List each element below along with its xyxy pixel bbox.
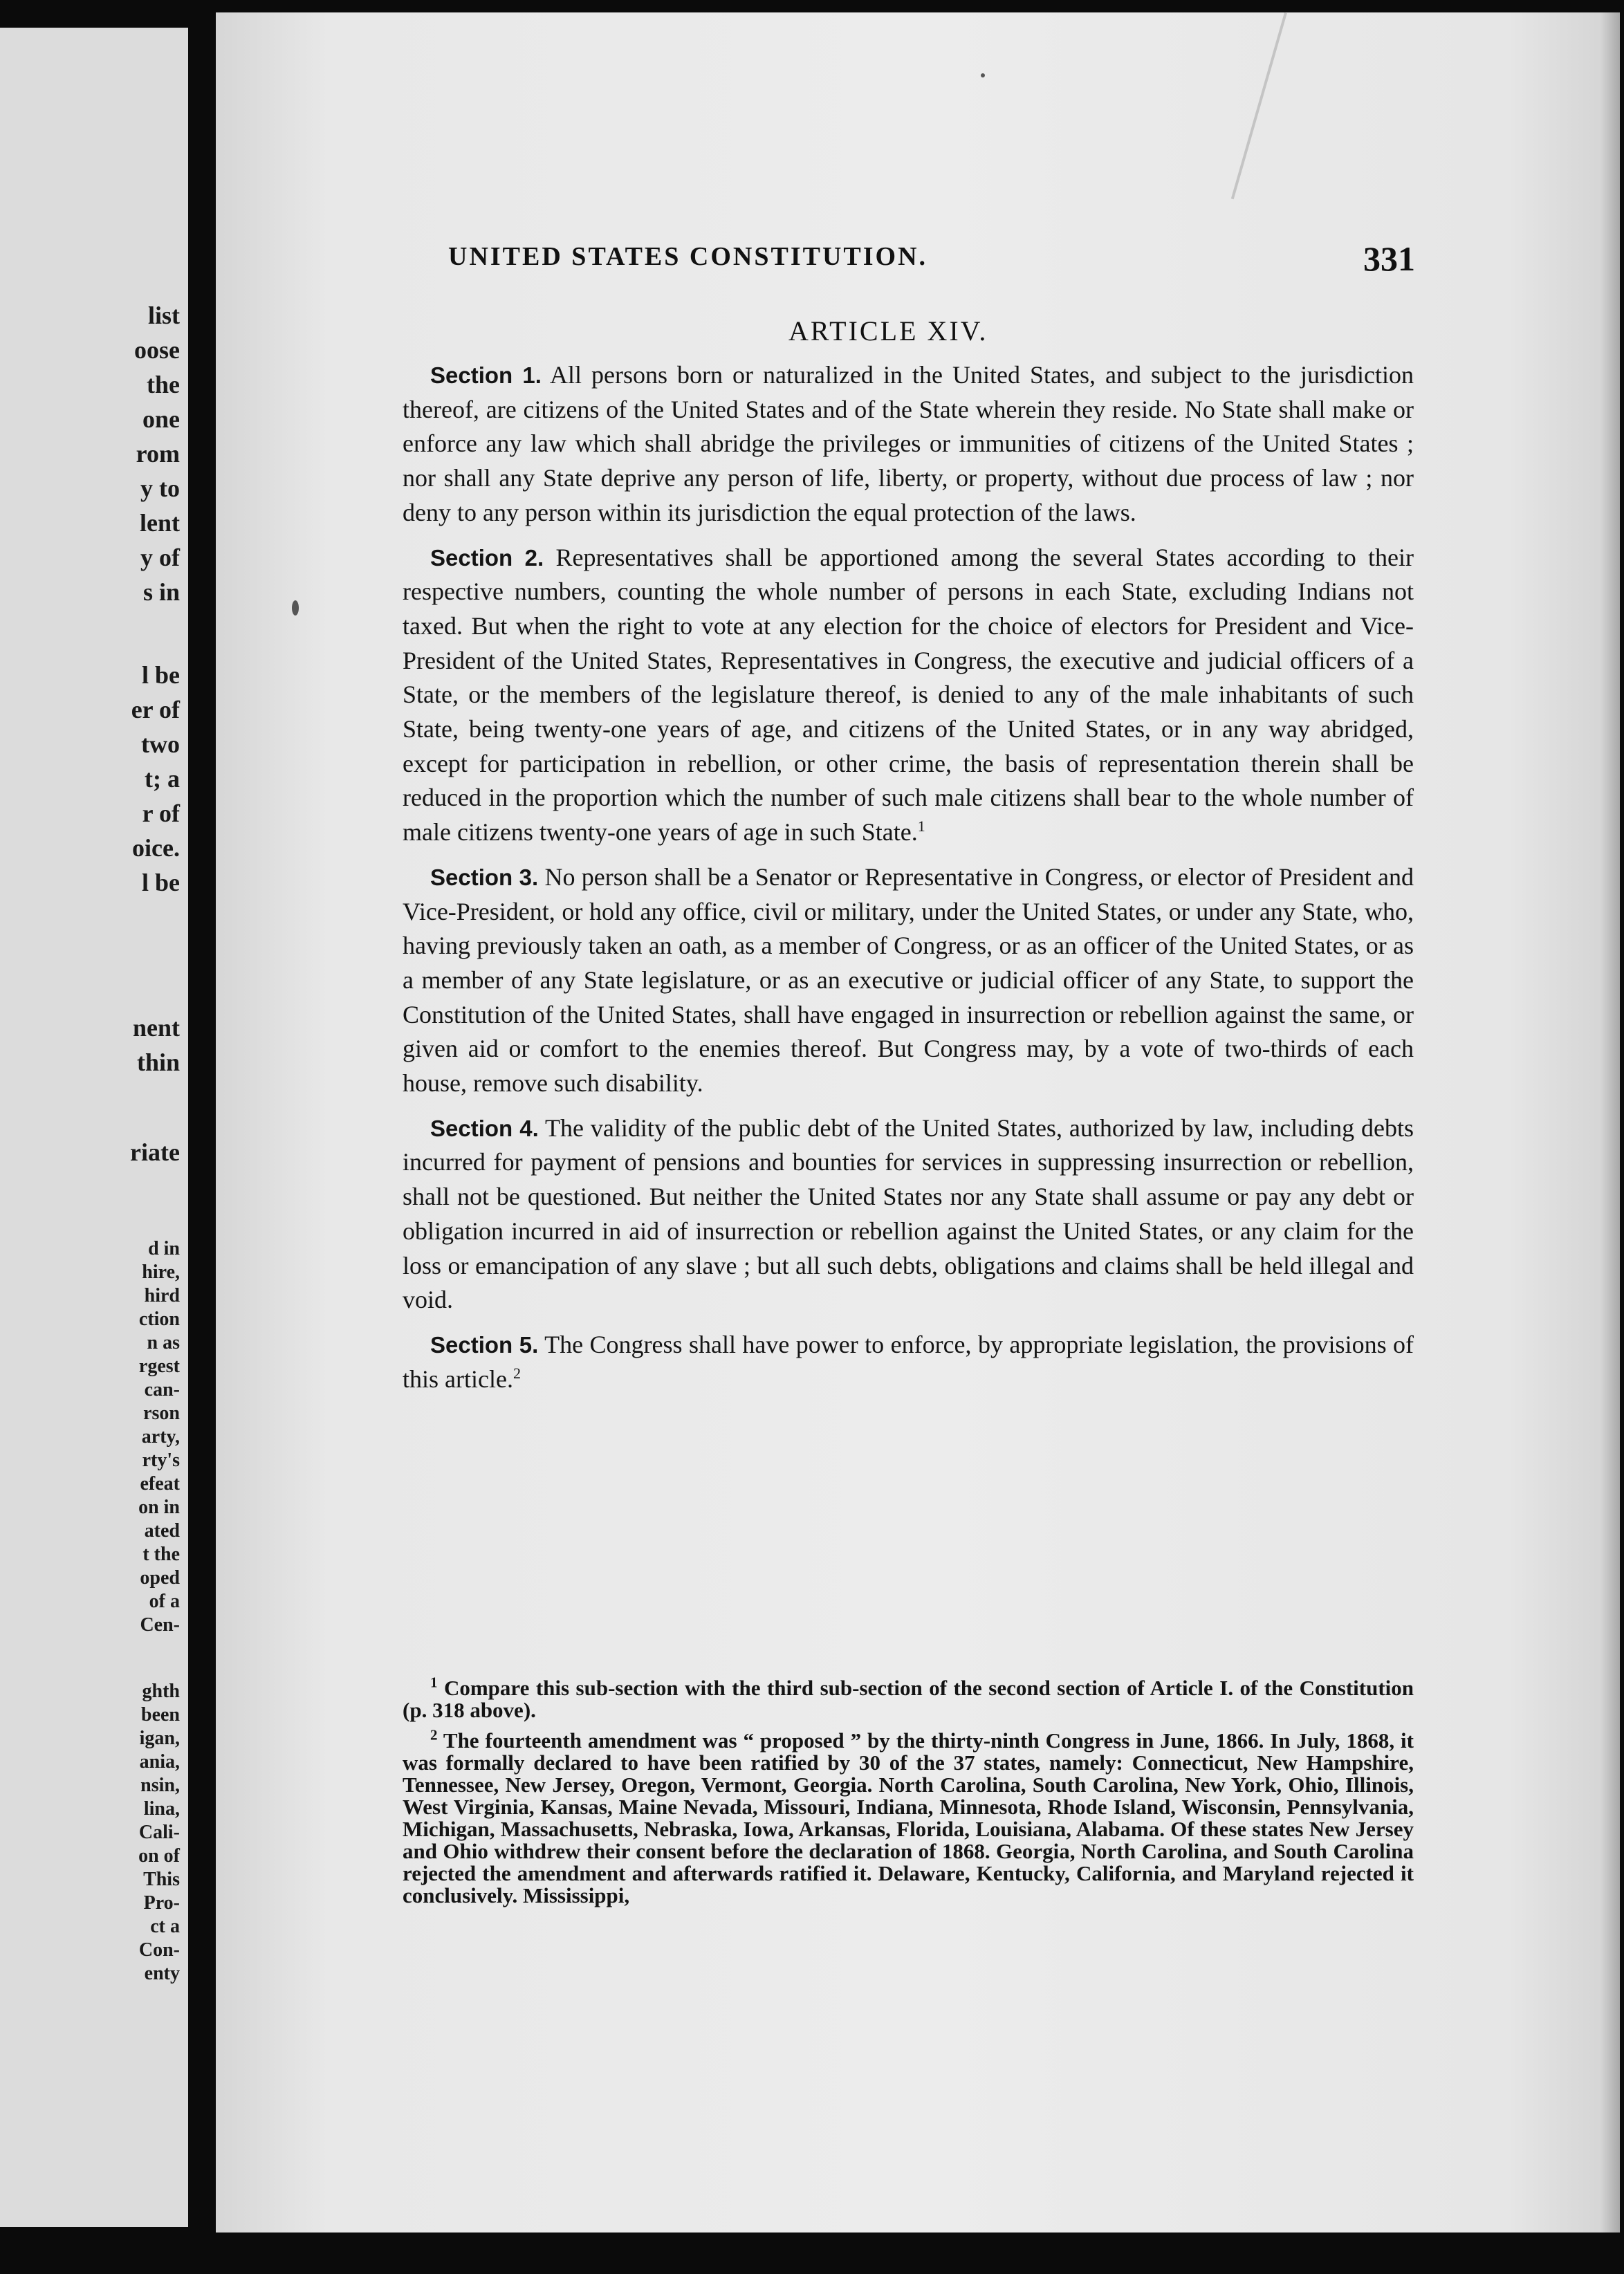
left-page-line: d in (148, 1238, 180, 1259)
left-page-line: nsin, (140, 1775, 180, 1796)
left-page-line: igan, (139, 1728, 180, 1749)
left-page-line: rson (143, 1403, 180, 1424)
left-page-line: Cen- (140, 1614, 180, 1636)
left-page-line: ania, (139, 1751, 180, 1773)
left-page-line: rom (136, 440, 180, 468)
left-page-line: t; a (145, 765, 180, 793)
left-page-line: riate (130, 1138, 180, 1166)
left-page-line: er of (131, 696, 180, 723)
previous-page-fragment (0, 28, 188, 2227)
section-text: No person shall be a Senator or Representative in Congress, or elector of President and Vice-President, or hold any office, civil or military, under the United States, or under any State, who, having previously taken an oath, as a member of Congress, or as an officer of the United States, or as a member of any State legislature, or as an executive or judicial officer of any State, to support the Constitution of the United States, shall have engaged in insurrection or rebellion against the same, or given aid or comfort to the enemies thereof. But Congress may, by a vote of two-thirds of each house, remove such disability. (403, 862, 1414, 1098)
section-4 (403, 1111, 1414, 1318)
footnote-1 (403, 1674, 1414, 1722)
left-page-line: of a (149, 1591, 180, 1612)
left-page-line: the (147, 371, 180, 398)
section-text: All persons born or naturalized in the United States, and subject to the jurisdiction thereof, are citizens of the United States and of the State wherein they reside. No State shall make or enforce any law which shall abridge the privileges or immunities of citizens of the United States ; nor shall any State deprive any person of life, liberty, or property, without due process of law ; nor deny to any person within its jurisdiction the equal protection of the laws. (403, 361, 1414, 526)
section-text: The validity of the public debt of the United States, authorized by law, including debts incurred for payment of pensions and bounties for services in suppressing insurrection or rebellion, shall not be questioned. But neither the United States nor any State shall assume or pay any debt or obligation incurred in aid of insurrection or rebellion against the United States, or any claim for the loss or emancipation of any slave ; but all such debts, obligations and claims shall be held illegal and void. (403, 1113, 1414, 1314)
left-page-line: two (141, 730, 180, 758)
left-page-line: Cali- (138, 1822, 180, 1843)
ink-smudge (292, 600, 299, 616)
left-page-line: hire, (142, 1261, 180, 1283)
left-page-line: on in (138, 1497, 180, 1518)
left-page-line: been (141, 1704, 180, 1726)
left-page-line: This (143, 1869, 180, 1890)
left-page-line: oice. (132, 834, 180, 862)
left-page-line: list (147, 302, 180, 329)
section-1 (403, 358, 1414, 530)
footnote-mark: 2 (430, 1726, 438, 1744)
section-2 (403, 541, 1414, 850)
left-page-line: ated (144, 1520, 180, 1542)
section-label: Section 4. (430, 1115, 539, 1141)
header-title: UNITED STATES CONSTITUTION. (448, 242, 928, 271)
left-page-line: enty (144, 1963, 180, 1984)
left-page-line: lent (140, 509, 180, 537)
footnote-text: The fourteenth amendment was “ proposed ” by the thirty-ninth Congress in June, 1866. In July, 1868, it was formally declared to have been ratified by 30 of the 37 states, namely: Connecticut, New Hampshire, Tennessee, New Jersey, Oregon, Vermont, Georgia. North Carolina, South Carolina, New York, Ohio, Illinois, West Virginia, Kansas, Maine Nevada, Missouri, Indiana, Minnesota, Rhode Island, Wisconsin, Pennsylvania, Michigan, Massachusetts, Nebraska, Iowa, Arkansas, Florida, Louisiana, Alabama. Of these states New Jersey and Ohio withdrew their consent before the declaration of 1868. Georgia, North Carolina, and South Carolina rejected the amendment and afterwards ratified it. Delaware, Kentucky, California, and Maryland rejected it conclusively. Mississippi, (403, 1728, 1414, 1907)
left-page-line: ghth (142, 1681, 180, 1702)
left-page-line: ct a (150, 1916, 180, 1937)
left-page-line: thin (136, 1048, 180, 1076)
footnote-mark: 1 (430, 1674, 438, 1691)
left-page-line: rty's (142, 1450, 180, 1471)
left-page-line: one (142, 405, 180, 433)
section-label: Section 3. (430, 864, 539, 890)
running-header (448, 239, 1415, 278)
page-edge-shadow (1600, 12, 1620, 2233)
left-page-line: y to (140, 474, 180, 502)
section-3 (403, 860, 1414, 1101)
scan-scratch (1231, 12, 1287, 199)
left-page-line: rgest (138, 1356, 180, 1377)
left-page-line: hird (144, 1285, 180, 1306)
left-page-line: l be (141, 869, 180, 896)
left-page-line: n as (147, 1332, 180, 1353)
footnote-text: Compare this sub-section with the third sub-section of the second section of Article I. of the Constitution (p. 318 above). (403, 1676, 1414, 1722)
left-page-line: arty, (141, 1426, 180, 1448)
section-label: Section 1. (430, 362, 542, 388)
footnote-reference: 1 (917, 817, 925, 835)
left-page-line: y of (140, 544, 180, 571)
left-page-line: ction (138, 1309, 180, 1330)
section-label: Section 5. (430, 1331, 539, 1358)
section-text: The Congress shall have power to enforce, by appropriate legislation, the provisions of this article. (403, 1330, 1414, 1393)
left-page-line: lina, (143, 1798, 180, 1820)
article-heading: ARTICLE XIV. (788, 315, 988, 346)
section-label: Section 2. (430, 544, 544, 571)
left-page-line: oose (134, 336, 180, 364)
left-page-line: Pro- (143, 1892, 180, 1914)
left-page-line: efeat (140, 1473, 180, 1495)
left-page-line: s in (142, 578, 180, 606)
footnotes (403, 1674, 1414, 1915)
left-page-line: on of (138, 1845, 180, 1867)
section-5 (403, 1328, 1414, 1396)
article-body (403, 358, 1414, 1407)
left-page-line: l be (141, 661, 180, 689)
footnote-2 (403, 1726, 1414, 1907)
left-page-line: oped (140, 1567, 180, 1589)
left-page-line: Con- (138, 1939, 180, 1961)
ink-smudge (981, 73, 985, 77)
left-page-line: nent (132, 1014, 180, 1042)
left-page-line: r of (142, 799, 180, 827)
section-text: Representatives shall be apportioned among the several States according to their respective numbers, counting the whole number of persons in each State, excluding Indians not taxed. But when the right to vote at any election for the choice of electors for President and Vice-President of the United States, Representatives in Congress, the executive and judicial officers of a State, or the members of the legislature thereof, is denied to any of the male inhabitants of such State, being twenty-one years of age, and citizens of the United States, or in any way abridged, except for participation in rebellion, or other crime, the basis of representation therein shall be reduced in the proportion which the number of such male citizens shall bear to the whole number of male citizens twenty-one years of age in such State. (403, 543, 1414, 847)
left-page-line: t the (142, 1544, 180, 1565)
footnote-reference: 2 (513, 1364, 521, 1382)
left-page-line: can- (144, 1379, 180, 1401)
page-number: 331 (1363, 239, 1415, 278)
